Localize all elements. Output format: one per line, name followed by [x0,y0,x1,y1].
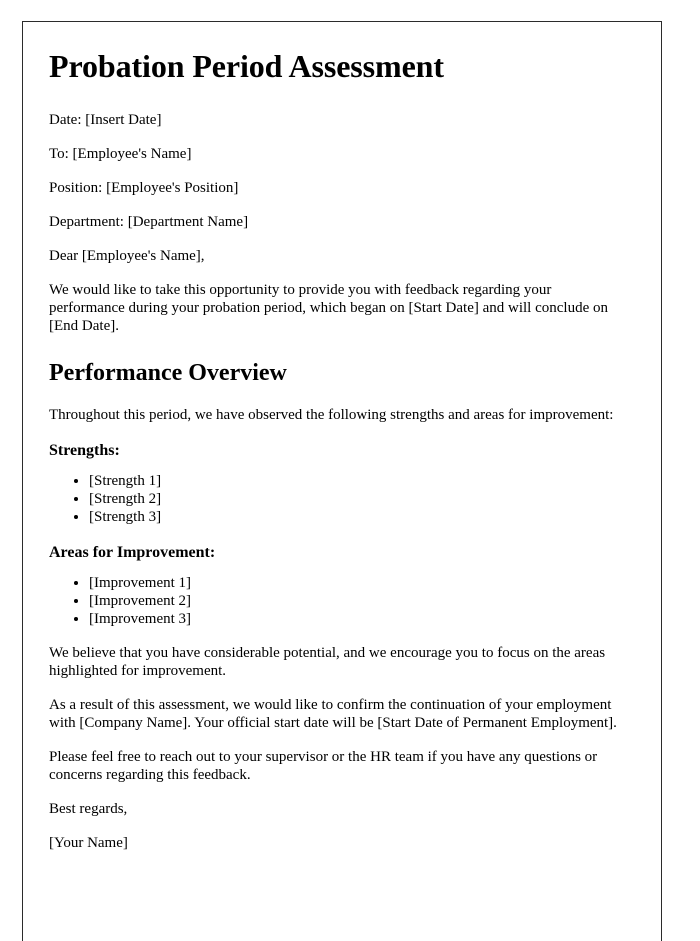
intro-paragraph: We would like to take this opportunity to provide you with feedback regarding your performance during your probation period, which began on [Start Date] and will conclude on [End Date]. [49,281,608,334]
list-item: • [Strength 3] [89,508,627,526]
confirmation-paragraph: As a result of this assessment, we would like to confirm the continuation of your employment with [Company Name]. Your official start date will be [Start Date of Permanent Employment]. [49,696,617,731]
list-item: • [Improvement 3] [89,610,627,628]
performance-overview-lead-in: Throughout this period, we have observed the following strengths and areas for improvement: [49,406,614,423]
strengths-list [49,472,627,526]
contact-paragraph: Please feel free to reach out to your supervisor or the HR team if you have any questions or concerns regarding this feedback. [49,748,598,783]
meta-line-department: Department: [Department Name] [49,213,249,230]
list-item: • [Improvement 2] [89,592,627,610]
meta-line-date: Date: [Insert Date] [49,111,162,128]
improvements-list [49,574,627,628]
list-item: • [Strength 2] [89,490,627,508]
document-body [49,48,627,852]
meta-line-recipient: To: [Employee's Name] [49,145,192,162]
potential-paragraph: We believe that you have considerable potential, and we encourage you to focus on the areas highlighted for improvement. [49,644,606,679]
subheading-areas-for-improvement: Areas for Improvement: [49,543,216,561]
section-heading-performance-overview: Performance Overview [49,359,287,386]
closing-salutation: Best regards, [49,800,128,817]
subheading-strengths: Strengths: [49,441,120,459]
meta-line-position: Position: [Employee's Position] [49,179,239,196]
document-page [22,21,662,941]
list-item: • [Strength 1] [89,472,627,490]
signature-name: [Your Name] [49,834,128,851]
page-title: Probation Period Assessment [49,48,444,84]
salutation: Dear [Employee's Name], [49,247,205,264]
list-item: • [Improvement 1] [89,574,627,592]
